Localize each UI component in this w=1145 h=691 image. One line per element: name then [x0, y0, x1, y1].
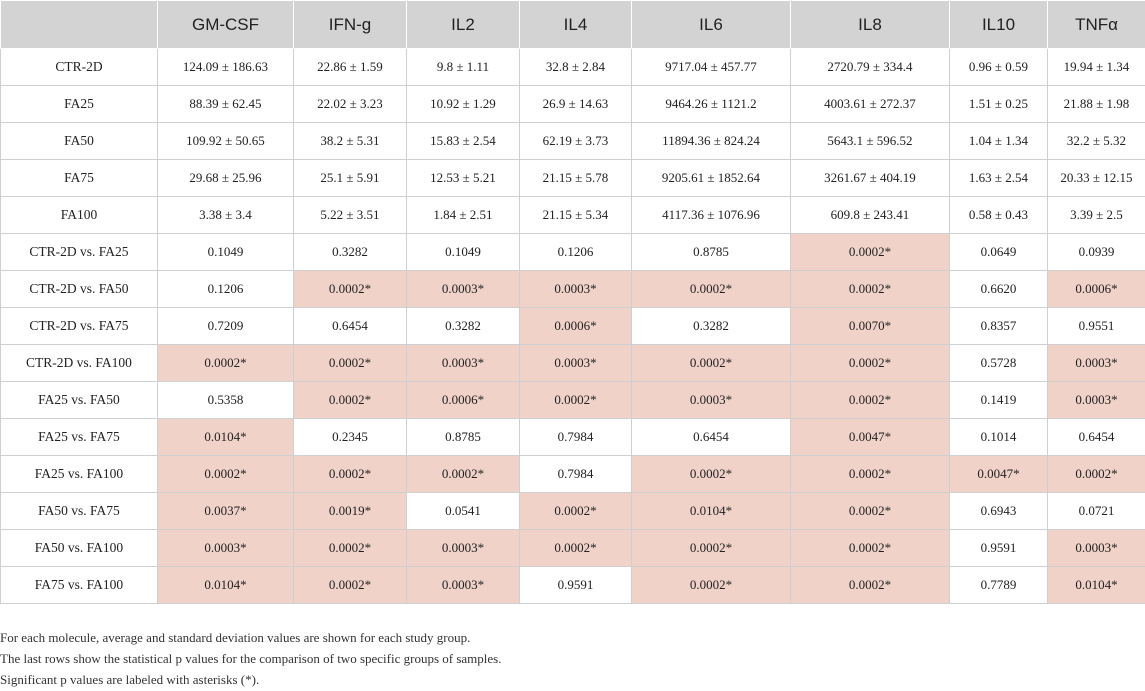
value-cell: 22.86 ± 1.59 [294, 49, 407, 86]
value-cell: 10.92 ± 1.29 [407, 86, 520, 123]
value-cell: 5643.1 ± 596.52 [791, 123, 950, 160]
value-cell: 0.0541 [407, 493, 520, 530]
value-cell: 11894.36 ± 824.24 [632, 123, 791, 160]
value-cell: 0.9591 [950, 530, 1048, 567]
value-cell: 0.6454 [632, 419, 791, 456]
significant-p-value-cell: 0.0003* [407, 567, 520, 604]
value-cell: 0.9551 [1048, 308, 1145, 345]
value-cell: 0.6943 [950, 493, 1048, 530]
significant-p-value-cell: 0.0002* [520, 493, 632, 530]
significant-p-value-cell: 0.0003* [1048, 345, 1145, 382]
significant-p-value-cell: 0.0003* [520, 345, 632, 382]
value-cell: 0.1206 [158, 271, 294, 308]
significant-p-value-cell: 0.0002* [791, 493, 950, 530]
value-cell: 0.5728 [950, 345, 1048, 382]
column-header: IL2 [407, 1, 520, 49]
value-cell: 609.8 ± 243.41 [791, 197, 950, 234]
value-cell: 0.9591 [520, 567, 632, 604]
table-row [1, 234, 1145, 271]
significant-p-value-cell: 0.0019* [294, 493, 407, 530]
value-cell: 0.3282 [294, 234, 407, 271]
value-cell: 12.53 ± 5.21 [407, 160, 520, 197]
value-cell: 1.63 ± 2.54 [950, 160, 1048, 197]
significant-p-value-cell: 0.0047* [950, 456, 1048, 493]
significant-p-value-cell: 0.0002* [407, 456, 520, 493]
value-cell: 9.8 ± 1.11 [407, 49, 520, 86]
significant-p-value-cell: 0.0002* [791, 271, 950, 308]
row-label: FA50 vs. FA100 [1, 530, 158, 567]
value-cell: 0.7789 [950, 567, 1048, 604]
row-label: FA100 [1, 197, 158, 234]
table-row [1, 345, 1145, 382]
significant-p-value-cell: 0.0003* [632, 382, 791, 419]
value-cell: 29.68 ± 25.96 [158, 160, 294, 197]
table-row [1, 419, 1145, 456]
significant-p-value-cell: 0.0003* [407, 345, 520, 382]
value-cell: 0.7984 [520, 456, 632, 493]
row-label: FA50 [1, 123, 158, 160]
value-cell: 38.2 ± 5.31 [294, 123, 407, 160]
column-header: IL6 [632, 1, 791, 49]
row-label: FA25 vs. FA50 [1, 382, 158, 419]
value-cell: 0.6454 [1048, 419, 1145, 456]
significant-p-value-cell: 0.0003* [520, 271, 632, 308]
table-row [1, 456, 1145, 493]
significant-p-value-cell: 0.0002* [294, 456, 407, 493]
significant-p-value-cell: 0.0003* [1048, 530, 1145, 567]
significant-p-value-cell: 0.0003* [158, 530, 294, 567]
row-label: CTR-2D vs. FA75 [1, 308, 158, 345]
footnote-line: The last rows show the statistical p values for the comparison of two specific groups of samples. [0, 651, 502, 666]
value-cell: 0.1014 [950, 419, 1048, 456]
row-label: FA75 [1, 160, 158, 197]
significant-p-value-cell: 0.0003* [407, 271, 520, 308]
value-cell: 0.1206 [520, 234, 632, 271]
value-cell: 21.15 ± 5.78 [520, 160, 632, 197]
value-cell: 1.84 ± 2.51 [407, 197, 520, 234]
value-cell: 0.5358 [158, 382, 294, 419]
significant-p-value-cell: 0.0002* [791, 345, 950, 382]
value-cell: 0.1049 [407, 234, 520, 271]
significant-p-value-cell: 0.0002* [791, 234, 950, 271]
value-cell: 1.51 ± 0.25 [950, 86, 1048, 123]
significant-p-value-cell: 0.0006* [520, 308, 632, 345]
table-row [1, 493, 1145, 530]
significant-p-value-cell: 0.0002* [632, 530, 791, 567]
value-cell: 3.38 ± 3.4 [158, 197, 294, 234]
significant-p-value-cell: 0.0002* [791, 382, 950, 419]
value-cell: 0.3282 [632, 308, 791, 345]
significant-p-value-cell: 0.0002* [791, 530, 950, 567]
value-cell: 9717.04 ± 457.77 [632, 49, 791, 86]
significant-p-value-cell: 0.0002* [158, 456, 294, 493]
significant-p-value-cell: 0.0002* [294, 567, 407, 604]
row-label: FA75 vs. FA100 [1, 567, 158, 604]
value-cell: 1.04 ± 1.34 [950, 123, 1048, 160]
column-header: TNFα [1048, 1, 1145, 49]
table-row [1, 123, 1145, 160]
significant-p-value-cell: 0.0002* [294, 271, 407, 308]
column-header: IFN-g [294, 1, 407, 49]
value-cell: 22.02 ± 3.23 [294, 86, 407, 123]
table-row [1, 86, 1145, 123]
column-header: IL10 [950, 1, 1048, 49]
significant-p-value-cell: 0.0104* [158, 567, 294, 604]
value-cell: 0.7984 [520, 419, 632, 456]
value-cell: 0.0721 [1048, 493, 1145, 530]
value-cell: 4117.36 ± 1076.96 [632, 197, 791, 234]
value-cell: 2720.79 ± 334.4 [791, 49, 950, 86]
row-label: CTR-2D vs. FA50 [1, 271, 158, 308]
value-cell: 0.2345 [294, 419, 407, 456]
row-label: FA25 vs. FA100 [1, 456, 158, 493]
value-cell: 15.83 ± 2.54 [407, 123, 520, 160]
table-row [1, 382, 1145, 419]
value-cell: 0.96 ± 0.59 [950, 49, 1048, 86]
row-label: FA25 vs. FA75 [1, 419, 158, 456]
table-row [1, 197, 1145, 234]
significant-p-value-cell: 0.0006* [407, 382, 520, 419]
row-label: CTR-2D vs. FA100 [1, 345, 158, 382]
value-cell: 3261.67 ± 404.19 [791, 160, 950, 197]
column-header: IL8 [791, 1, 950, 49]
significant-p-value-cell: 0.0002* [520, 530, 632, 567]
table-body [1, 49, 1145, 604]
value-cell: 0.1419 [950, 382, 1048, 419]
value-cell: 9464.26 ± 1121.2 [632, 86, 791, 123]
value-cell: 0.58 ± 0.43 [950, 197, 1048, 234]
value-cell: 0.7209 [158, 308, 294, 345]
value-cell: 0.0939 [1048, 234, 1145, 271]
value-cell: 0.1049 [158, 234, 294, 271]
footnote-line: For each molecule, average and standard deviation values are shown for each study group. [0, 630, 471, 645]
value-cell: 0.6620 [950, 271, 1048, 308]
significant-p-value-cell: 0.0003* [1048, 382, 1145, 419]
significant-p-value-cell: 0.0002* [294, 530, 407, 567]
header-row [1, 1, 1145, 49]
significant-p-value-cell: 0.0002* [632, 456, 791, 493]
significant-p-value-cell: 0.0002* [294, 382, 407, 419]
value-cell: 4003.61 ± 272.37 [791, 86, 950, 123]
table-row [1, 567, 1145, 604]
table-header [1, 1, 1145, 49]
value-cell: 62.19 ± 3.73 [520, 123, 632, 160]
significant-p-value-cell: 0.0104* [158, 419, 294, 456]
header-corner [1, 1, 158, 49]
significant-p-value-cell: 0.0104* [1048, 567, 1145, 604]
significant-p-value-cell: 0.0037* [158, 493, 294, 530]
significant-p-value-cell: 0.0006* [1048, 271, 1145, 308]
value-cell: 0.3282 [407, 308, 520, 345]
significant-p-value-cell: 0.0047* [791, 419, 950, 456]
significant-p-value-cell: 0.0002* [520, 382, 632, 419]
value-cell: 32.2 ± 5.32 [1048, 123, 1145, 160]
significant-p-value-cell: 0.0002* [632, 271, 791, 308]
value-cell: 88.39 ± 62.45 [158, 86, 294, 123]
value-cell: 32.8 ± 2.84 [520, 49, 632, 86]
significant-p-value-cell: 0.0003* [407, 530, 520, 567]
table-row [1, 308, 1145, 345]
value-cell: 109.92 ± 50.65 [158, 123, 294, 160]
value-cell: 0.8785 [632, 234, 791, 271]
column-header: GM-CSF [158, 1, 294, 49]
row-label: CTR-2D vs. FA25 [1, 234, 158, 271]
value-cell: 3.39 ± 2.5 [1048, 197, 1145, 234]
row-label: CTR-2D [1, 49, 158, 86]
column-header: IL4 [520, 1, 632, 49]
table-row [1, 160, 1145, 197]
table-footnotes [0, 627, 1145, 690]
significant-p-value-cell: 0.0070* [791, 308, 950, 345]
significant-p-value-cell: 0.0002* [632, 345, 791, 382]
row-label: FA50 vs. FA75 [1, 493, 158, 530]
value-cell: 25.1 ± 5.91 [294, 160, 407, 197]
value-cell: 21.15 ± 5.34 [520, 197, 632, 234]
table-row [1, 530, 1145, 567]
significant-p-value-cell: 0.0002* [294, 345, 407, 382]
row-label: FA25 [1, 86, 158, 123]
significant-p-value-cell: 0.0002* [632, 567, 791, 604]
significant-p-value-cell: 0.0002* [791, 456, 950, 493]
significant-p-value-cell: 0.0104* [632, 493, 791, 530]
footnote-line: Significant p values are labeled with asterisks (*). [0, 672, 260, 687]
value-cell: 0.8785 [407, 419, 520, 456]
value-cell: 19.94 ± 1.34 [1048, 49, 1145, 86]
value-cell: 124.09 ± 186.63 [158, 49, 294, 86]
value-cell: 0.6454 [294, 308, 407, 345]
significant-p-value-cell: 0.0002* [1048, 456, 1145, 493]
value-cell: 0.0649 [950, 234, 1048, 271]
table-row [1, 49, 1145, 86]
table-row [1, 271, 1145, 308]
significant-p-value-cell: 0.0002* [791, 567, 950, 604]
value-cell: 20.33 ± 12.15 [1048, 160, 1145, 197]
value-cell: 0.8357 [950, 308, 1048, 345]
value-cell: 21.88 ± 1.98 [1048, 86, 1145, 123]
value-cell: 9205.61 ± 1852.64 [632, 160, 791, 197]
value-cell: 26.9 ± 14.63 [520, 86, 632, 123]
value-cell: 5.22 ± 3.51 [294, 197, 407, 234]
significant-p-value-cell: 0.0002* [158, 345, 294, 382]
